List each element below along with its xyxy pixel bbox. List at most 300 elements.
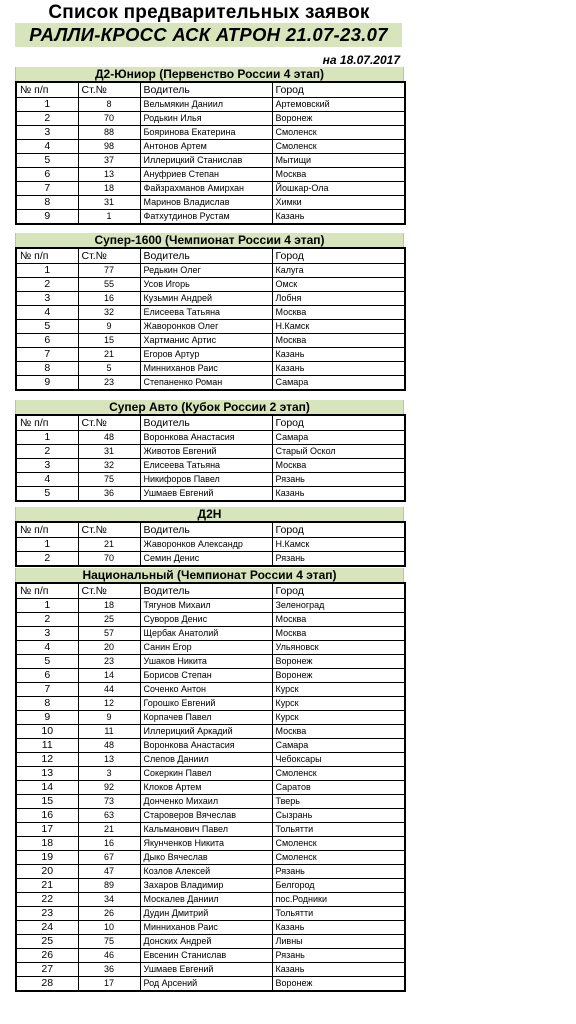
- cell-driver: Фатхутдинов Рустам: [140, 210, 272, 225]
- cell-driver: Елисеева Татьяна: [140, 306, 272, 320]
- cell-driver: Маринов Владислав: [140, 196, 272, 210]
- column-header-start: Ст.№: [78, 248, 140, 264]
- table-row: [16, 264, 405, 278]
- page-title: Список предварительных заявок: [48, 2, 370, 23]
- cell-position: 22: [16, 893, 78, 907]
- cell-start-number: 18: [78, 182, 140, 196]
- table-row: [16, 865, 405, 879]
- cell-start-number: 89: [78, 879, 140, 893]
- cell-start-number: 8: [78, 98, 140, 112]
- column-header-driver: Водитель: [140, 82, 272, 98]
- as-of-date: на 18.07.2017: [322, 53, 400, 67]
- table-row: [16, 376, 405, 391]
- column-header-num: № п/п: [16, 583, 78, 599]
- cell-city: Воронеж: [272, 112, 405, 126]
- cell-position: 20: [16, 865, 78, 879]
- cell-start-number: 11: [78, 725, 140, 739]
- section-title: Д2Н: [15, 507, 404, 521]
- table-header-row: [16, 522, 405, 538]
- table-row: [16, 459, 405, 473]
- event-title: РАЛЛИ-КРОСС АСК АТРОН 21.07-23.07: [15, 23, 402, 47]
- table-row: [16, 168, 405, 182]
- cell-city: Смоленск: [272, 851, 405, 865]
- cell-start-number: 75: [78, 473, 140, 487]
- cell-city: Самара: [272, 431, 405, 445]
- table-row: [16, 655, 405, 669]
- column-header-start: Ст.№: [78, 82, 140, 98]
- section-4: [15, 507, 404, 567]
- cell-position: 15: [16, 795, 78, 809]
- cell-driver: Староверов Вячеслав: [140, 809, 272, 823]
- cell-driver: Соченко Антон: [140, 683, 272, 697]
- table-row: [16, 320, 405, 334]
- cell-position: 2: [16, 445, 78, 459]
- cell-city: Смоленск: [272, 140, 405, 154]
- cell-position: 7: [16, 182, 78, 196]
- cell-position: 6: [16, 168, 78, 182]
- cell-city: Ливны: [272, 935, 405, 949]
- cell-start-number: 46: [78, 949, 140, 963]
- cell-start-number: 14: [78, 669, 140, 683]
- column-header-city: Город: [272, 522, 405, 538]
- cell-driver: Донских Андрей: [140, 935, 272, 949]
- cell-driver: Суворов Денис: [140, 613, 272, 627]
- cell-start-number: 31: [78, 445, 140, 459]
- cell-driver: Родькин Илья: [140, 112, 272, 126]
- cell-driver: Ануфриев Степан: [140, 168, 272, 182]
- cell-driver: Минниханов Раис: [140, 362, 272, 376]
- cell-city: Рязань: [272, 473, 405, 487]
- cell-start-number: 36: [78, 963, 140, 977]
- cell-position: 4: [16, 140, 78, 154]
- section-3: [15, 400, 404, 502]
- cell-driver: Ушмаев Евгений: [140, 963, 272, 977]
- section-title: Супер Авто (Кубок России 2 этап): [15, 400, 404, 414]
- cell-driver: Донченко Михаил: [140, 795, 272, 809]
- cell-city: пос.Родники: [272, 893, 405, 907]
- table-row: [16, 823, 405, 837]
- cell-start-number: 16: [78, 292, 140, 306]
- cell-position: 18: [16, 837, 78, 851]
- cell-driver: Елисеева Татьяна: [140, 459, 272, 473]
- column-header-start: Ст.№: [78, 415, 140, 431]
- cell-city: Чебоксары: [272, 753, 405, 767]
- cell-start-number: 77: [78, 264, 140, 278]
- cell-start-number: 32: [78, 459, 140, 473]
- table-row: [16, 753, 405, 767]
- cell-position: 25: [16, 935, 78, 949]
- cell-position: 8: [16, 196, 78, 210]
- cell-driver: Дыко Вячеслав: [140, 851, 272, 865]
- cell-start-number: 36: [78, 487, 140, 502]
- cell-start-number: 47: [78, 865, 140, 879]
- column-header-city: Город: [272, 248, 405, 264]
- cell-city: Сызрань: [272, 809, 405, 823]
- cell-start-number: 63: [78, 809, 140, 823]
- table-row: [16, 781, 405, 795]
- entries-table: [15, 582, 406, 992]
- cell-position: 2: [16, 278, 78, 292]
- table-row: [16, 935, 405, 949]
- cell-city: Саратов: [272, 781, 405, 795]
- cell-start-number: 48: [78, 431, 140, 445]
- cell-start-number: 67: [78, 851, 140, 865]
- column-header-driver: Водитель: [140, 522, 272, 538]
- cell-position: 3: [16, 459, 78, 473]
- cell-position: 24: [16, 921, 78, 935]
- table-row: [16, 977, 405, 992]
- cell-position: 12: [16, 753, 78, 767]
- section-title: Д2-Юниор (Первенство России 4 этап): [15, 67, 404, 81]
- table-row: [16, 949, 405, 963]
- table-row: [16, 627, 405, 641]
- cell-position: 5: [16, 154, 78, 168]
- entries-table: [15, 414, 406, 502]
- cell-city: Москва: [272, 334, 405, 348]
- cell-city: Казань: [272, 362, 405, 376]
- cell-city: Ульяновск: [272, 641, 405, 655]
- section-title: Супер-1600 (Чемпионат России 4 этап): [15, 233, 404, 247]
- cell-driver: Род Арсений: [140, 977, 272, 992]
- cell-position: 27: [16, 963, 78, 977]
- cell-city: Москва: [272, 459, 405, 473]
- table-row: [16, 599, 405, 613]
- cell-position: 10: [16, 725, 78, 739]
- cell-city: Рязань: [272, 552, 405, 567]
- cell-city: Рязань: [272, 865, 405, 879]
- cell-position: 4: [16, 306, 78, 320]
- table-header-row: [16, 248, 405, 264]
- cell-city: Курск: [272, 711, 405, 725]
- cell-start-number: 9: [78, 320, 140, 334]
- cell-position: 14: [16, 781, 78, 795]
- cell-city: Белгород: [272, 879, 405, 893]
- table-row: [16, 837, 405, 851]
- cell-position: 5: [16, 320, 78, 334]
- cell-start-number: 26: [78, 907, 140, 921]
- table-row: [16, 334, 405, 348]
- column-header-city: Город: [272, 583, 405, 599]
- cell-start-number: 73: [78, 795, 140, 809]
- column-header-num: № п/п: [16, 82, 78, 98]
- cell-start-number: 25: [78, 613, 140, 627]
- table-row: [16, 963, 405, 977]
- column-header-driver: Водитель: [140, 583, 272, 599]
- cell-start-number: 70: [78, 552, 140, 567]
- cell-city: Казань: [272, 348, 405, 362]
- table-header-row: [16, 82, 405, 98]
- cell-driver: Кузьмин Андрей: [140, 292, 272, 306]
- table-row: [16, 725, 405, 739]
- cell-start-number: 34: [78, 893, 140, 907]
- cell-city: Тольятти: [272, 907, 405, 921]
- cell-start-number: 12: [78, 697, 140, 711]
- cell-driver: Редькин Олег: [140, 264, 272, 278]
- cell-driver: Захаров Владимир: [140, 879, 272, 893]
- cell-city: Старый Оскол: [272, 445, 405, 459]
- cell-position: 16: [16, 809, 78, 823]
- cell-city: Самара: [272, 376, 405, 391]
- table-row: [16, 473, 405, 487]
- table-row: [16, 362, 405, 376]
- table-row: [16, 552, 405, 567]
- cell-city: Москва: [272, 725, 405, 739]
- cell-driver: Жаворонков Олег: [140, 320, 272, 334]
- cell-driver: Якунченков Никита: [140, 837, 272, 851]
- table-row: [16, 613, 405, 627]
- cell-city: Тольятти: [272, 823, 405, 837]
- cell-start-number: 17: [78, 977, 140, 992]
- table-row: [16, 538, 405, 552]
- table-row: [16, 292, 405, 306]
- cell-start-number: 57: [78, 627, 140, 641]
- cell-start-number: 3: [78, 767, 140, 781]
- table-row: [16, 431, 405, 445]
- cell-position: 9: [16, 711, 78, 725]
- column-header-driver: Водитель: [140, 248, 272, 264]
- cell-driver: Воронкова Анастасия: [140, 431, 272, 445]
- cell-start-number: 88: [78, 126, 140, 140]
- table-row: [16, 683, 405, 697]
- cell-city: Курск: [272, 683, 405, 697]
- column-header-city: Город: [272, 415, 405, 431]
- cell-position: 28: [16, 977, 78, 992]
- cell-driver: Степаненко Роман: [140, 376, 272, 391]
- table-row: [16, 697, 405, 711]
- entries-table: [15, 81, 406, 225]
- cell-city: Казань: [272, 210, 405, 225]
- cell-city: Москва: [272, 613, 405, 627]
- cell-driver: Хартманис Артис: [140, 334, 272, 348]
- cell-city: Воронеж: [272, 669, 405, 683]
- column-header-start: Ст.№: [78, 583, 140, 599]
- table-row: [16, 98, 405, 112]
- section-title: Национальный (Чемпионат России 4 этап): [15, 568, 404, 582]
- cell-city: Зеленоград: [272, 599, 405, 613]
- cell-driver: Дудин Дмитрий: [140, 907, 272, 921]
- cell-driver: Иллерицкий Станислав: [140, 154, 272, 168]
- cell-position: 1: [16, 599, 78, 613]
- cell-start-number: 21: [78, 823, 140, 837]
- cell-position: 19: [16, 851, 78, 865]
- cell-start-number: 13: [78, 753, 140, 767]
- cell-position: 2: [16, 552, 78, 567]
- cell-start-number: 23: [78, 655, 140, 669]
- cell-city: Мытищи: [272, 154, 405, 168]
- cell-position: 1: [16, 98, 78, 112]
- cell-city: Воронеж: [272, 977, 405, 992]
- cell-start-number: 21: [78, 348, 140, 362]
- table-row: [16, 487, 405, 502]
- cell-position: 1: [16, 264, 78, 278]
- cell-driver: Санин Егор: [140, 641, 272, 655]
- cell-city: Казань: [272, 963, 405, 977]
- cell-city: Н.Камск: [272, 538, 405, 552]
- cell-start-number: 37: [78, 154, 140, 168]
- cell-position: 8: [16, 697, 78, 711]
- table-row: [16, 711, 405, 725]
- cell-driver: Щербак Анатолий: [140, 627, 272, 641]
- cell-position: 26: [16, 949, 78, 963]
- column-header-num: № п/п: [16, 248, 78, 264]
- cell-driver: Ушмаев Евгений: [140, 487, 272, 502]
- cell-driver: Москалев Даниил: [140, 893, 272, 907]
- cell-start-number: 18: [78, 599, 140, 613]
- table-row: [16, 879, 405, 893]
- cell-start-number: 70: [78, 112, 140, 126]
- cell-position: 5: [16, 655, 78, 669]
- cell-start-number: 1: [78, 210, 140, 225]
- table-row: [16, 921, 405, 935]
- cell-position: 17: [16, 823, 78, 837]
- cell-city: Курск: [272, 697, 405, 711]
- cell-start-number: 75: [78, 935, 140, 949]
- column-header-num: № п/п: [16, 415, 78, 431]
- cell-city: Тверь: [272, 795, 405, 809]
- cell-city: Казань: [272, 487, 405, 502]
- cell-driver: Минниханов Раис: [140, 921, 272, 935]
- cell-city: Рязань: [272, 949, 405, 963]
- cell-position: 7: [16, 348, 78, 362]
- cell-city: Самара: [272, 739, 405, 753]
- table-row: [16, 154, 405, 168]
- cell-driver: Животов Евгений: [140, 445, 272, 459]
- cell-start-number: 23: [78, 376, 140, 391]
- table-row: [16, 112, 405, 126]
- cell-driver: Семин Денис: [140, 552, 272, 567]
- cell-city: Смоленск: [272, 837, 405, 851]
- cell-position: 11: [16, 739, 78, 753]
- table-row: [16, 669, 405, 683]
- cell-start-number: 15: [78, 334, 140, 348]
- table-row: [16, 641, 405, 655]
- entries-table: [15, 521, 406, 567]
- table-row: [16, 809, 405, 823]
- cell-position: 5: [16, 487, 78, 502]
- cell-driver: Кальманович Павел: [140, 823, 272, 837]
- cell-driver: Антонов Артем: [140, 140, 272, 154]
- cell-city: Химки: [272, 196, 405, 210]
- cell-driver: Евсенин Станислав: [140, 949, 272, 963]
- cell-driver: Ушаков Никита: [140, 655, 272, 669]
- cell-start-number: 13: [78, 168, 140, 182]
- cell-start-number: 98: [78, 140, 140, 154]
- cell-city: Омск: [272, 278, 405, 292]
- cell-driver: Воронкова Анастасия: [140, 739, 272, 753]
- cell-start-number: 20: [78, 641, 140, 655]
- cell-position: 4: [16, 641, 78, 655]
- cell-start-number: 9: [78, 711, 140, 725]
- cell-position: 23: [16, 907, 78, 921]
- cell-position: 21: [16, 879, 78, 893]
- cell-city: Воронеж: [272, 655, 405, 669]
- cell-city: Смоленск: [272, 767, 405, 781]
- cell-driver: Горошко Евгений: [140, 697, 272, 711]
- cell-city: Йошкар-Ола: [272, 182, 405, 196]
- table-row: [16, 739, 405, 753]
- table-header-row: [16, 415, 405, 431]
- cell-start-number: 55: [78, 278, 140, 292]
- cell-city: Москва: [272, 168, 405, 182]
- cell-driver: Сокеркин Павел: [140, 767, 272, 781]
- cell-start-number: 48: [78, 739, 140, 753]
- cell-position: 7: [16, 683, 78, 697]
- cell-driver: Слепов Даниил: [140, 753, 272, 767]
- table-row: [16, 893, 405, 907]
- cell-position: 6: [16, 334, 78, 348]
- cell-position: 3: [16, 126, 78, 140]
- cell-start-number: 32: [78, 306, 140, 320]
- table-row: [16, 196, 405, 210]
- column-header-city: Город: [272, 82, 405, 98]
- cell-driver: Никифоров Павел: [140, 473, 272, 487]
- cell-city: Москва: [272, 627, 405, 641]
- table-row: [16, 210, 405, 225]
- column-header-driver: Водитель: [140, 415, 272, 431]
- cell-city: Смоленск: [272, 126, 405, 140]
- cell-driver: Тягунов Михаил: [140, 599, 272, 613]
- cell-driver: Козлов Алексей: [140, 865, 272, 879]
- cell-driver: Усов Игорь: [140, 278, 272, 292]
- column-header-start: Ст.№: [78, 522, 140, 538]
- cell-driver: Жаворонков Александр: [140, 538, 272, 552]
- cell-start-number: 92: [78, 781, 140, 795]
- cell-position: 13: [16, 767, 78, 781]
- table-row: [16, 126, 405, 140]
- cell-start-number: 16: [78, 837, 140, 851]
- cell-start-number: 31: [78, 196, 140, 210]
- cell-driver: Клоков Артем: [140, 781, 272, 795]
- cell-position: 6: [16, 669, 78, 683]
- table-row: [16, 907, 405, 921]
- cell-city: Калуга: [272, 264, 405, 278]
- cell-driver: Борисов Степан: [140, 669, 272, 683]
- cell-city: Москва: [272, 306, 405, 320]
- cell-position: 9: [16, 210, 78, 225]
- cell-city: Казань: [272, 921, 405, 935]
- section-2: [15, 233, 404, 391]
- cell-position: 1: [16, 431, 78, 445]
- table-row: [16, 348, 405, 362]
- table-row: [16, 278, 405, 292]
- cell-position: 3: [16, 627, 78, 641]
- section-1: [15, 67, 404, 225]
- cell-driver: Корпачев Павел: [140, 711, 272, 725]
- cell-city: Артемовский: [272, 98, 405, 112]
- cell-position: 1: [16, 538, 78, 552]
- table-header-row: [16, 583, 405, 599]
- cell-driver: Файзрахманов Амирхан: [140, 182, 272, 196]
- cell-position: 2: [16, 613, 78, 627]
- entries-table: [15, 247, 406, 391]
- cell-position: 4: [16, 473, 78, 487]
- cell-position: 9: [16, 376, 78, 391]
- cell-driver: Бояринова Екатерина: [140, 126, 272, 140]
- cell-city: Н.Камск: [272, 320, 405, 334]
- cell-start-number: 5: [78, 362, 140, 376]
- cell-start-number: 10: [78, 921, 140, 935]
- cell-driver: Вельмякин Даниил: [140, 98, 272, 112]
- column-header-num: № п/п: [16, 522, 78, 538]
- cell-driver: Иллерицкий Аркадий: [140, 725, 272, 739]
- cell-driver: Егоров Артур: [140, 348, 272, 362]
- cell-start-number: 44: [78, 683, 140, 697]
- cell-position: 2: [16, 112, 78, 126]
- table-row: [16, 795, 405, 809]
- cell-position: 3: [16, 292, 78, 306]
- cell-position: 8: [16, 362, 78, 376]
- cell-start-number: 21: [78, 538, 140, 552]
